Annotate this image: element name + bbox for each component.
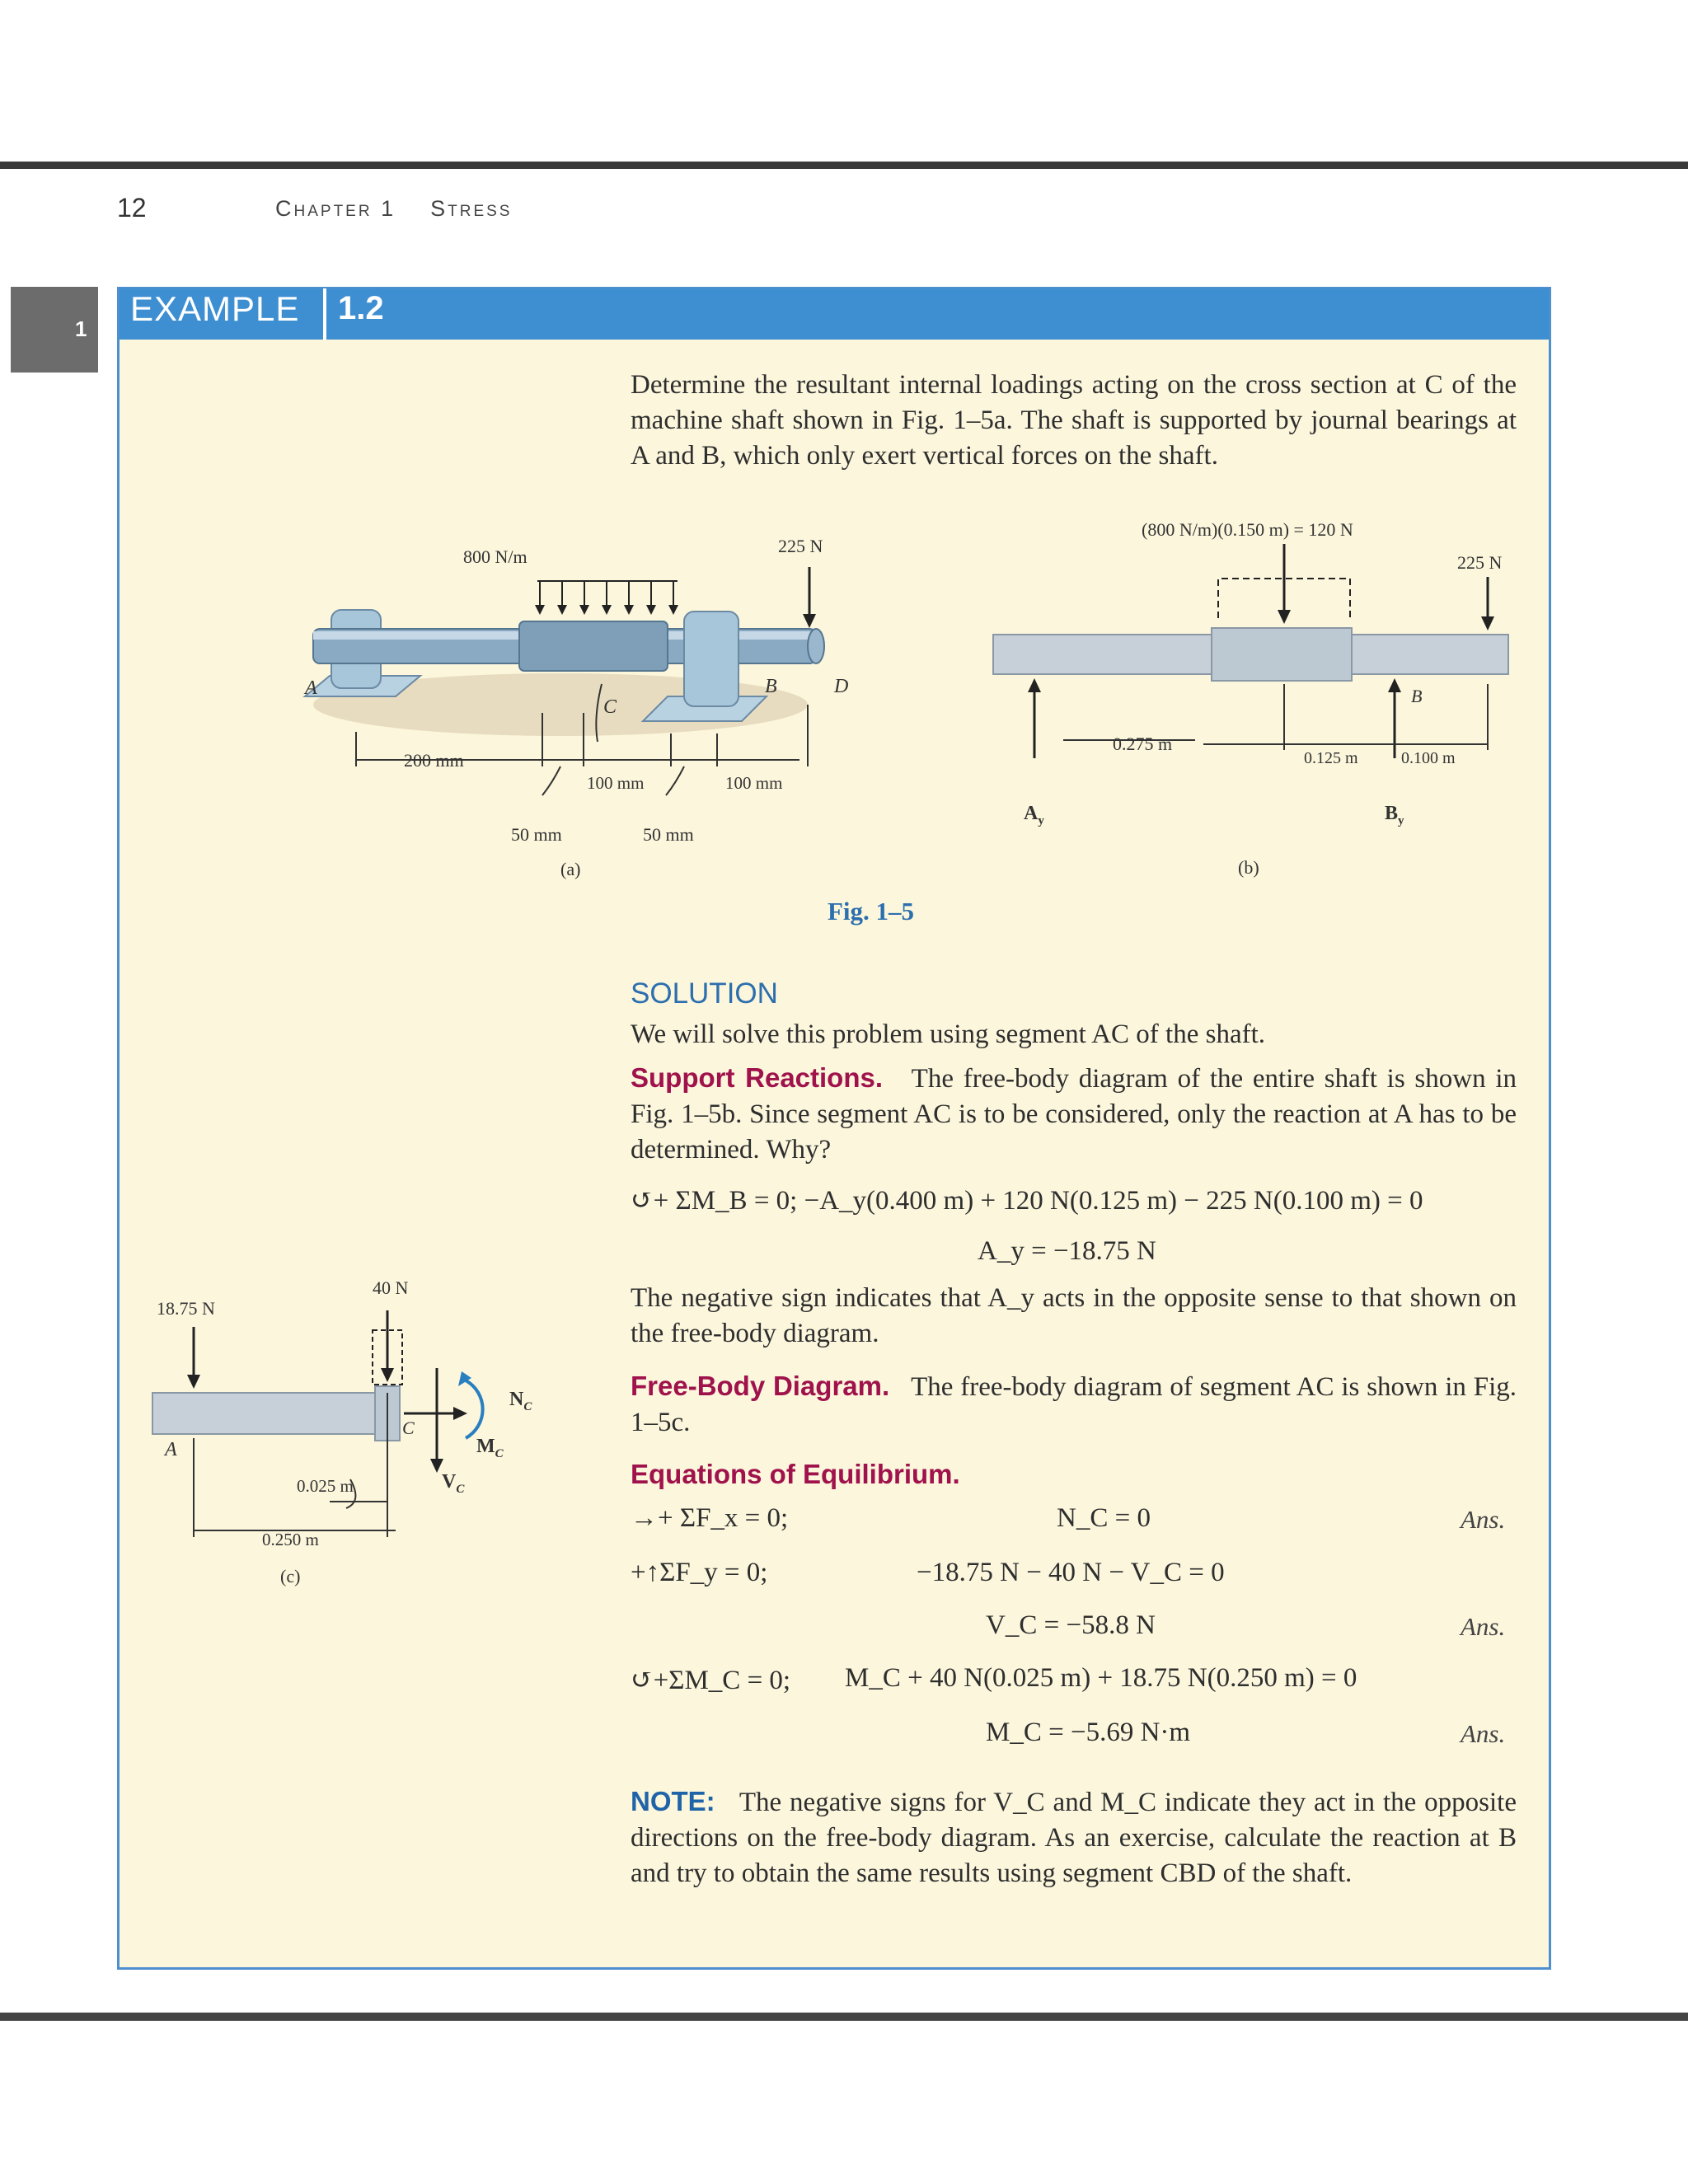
label-mc: $M_C$ <box>476 1436 504 1460</box>
label-100mm-a: 100 mm <box>587 773 645 793</box>
answer-1: Ans. <box>1461 1505 1506 1534</box>
label-0125: 0.125 m <box>1304 749 1358 767</box>
label-nc: $N_C$ <box>509 1389 532 1413</box>
eq2-left: +↑ΣF_y = 0; <box>631 1558 768 1587</box>
fbd-heading: Free-Body Diagram. <box>631 1371 890 1401</box>
label-point-c: C <box>603 696 617 718</box>
fbd-text: The free-body diagram of segment AC is shown in Fig. 1–5c. <box>631 1372 1517 1437</box>
label-50mm-a: 50 mm <box>511 824 562 845</box>
label-ay: $A_y$ <box>1024 803 1044 827</box>
figure-1-5a <box>280 519 874 898</box>
eq3-left: ↺+ΣM_C = 0; <box>631 1666 791 1695</box>
running-header <box>275 196 512 222</box>
label-point-d: D <box>834 676 849 697</box>
answer-3: Ans. <box>1461 1719 1506 1748</box>
label-1875: 18.75 N <box>157 1298 215 1319</box>
bearing-b-block <box>684 612 738 706</box>
eq3-right: M_C + 40 N(0.025 m) + 18.75 N(0.250 m) = 0 <box>845 1663 1357 1693</box>
equation-moment-b: ↺+ ΣM_B = 0; −A_y(0.400 m) + 120 N(0.125 m) − 225 N(0.100 m) = 0 <box>631 1186 1423 1216</box>
note-paragraph <box>631 1783 1517 1891</box>
label-vc: $V_C$ <box>442 1471 465 1496</box>
negative-sign-paragraph: The negative sign indicates that A_y acts in the opposite sense to that shown on the free-body diagram. <box>631 1283 1517 1348</box>
support-text: The free-body diagram of the entire shaft is shown in Fig. 1–5b. Since segment AC is to be considered, only the reaction at A has to be determined. Why? <box>631 1064 1517 1165</box>
sublabel-a: (a) <box>560 859 581 879</box>
label-point-c: C <box>402 1418 415 1438</box>
label-point-a: A <box>165 1439 177 1460</box>
label-100mm-b: 100 mm <box>725 773 783 793</box>
moment-arrow <box>466 1380 483 1438</box>
label-load: 800 N/m <box>463 546 528 567</box>
figure-1-5c <box>140 1261 569 1607</box>
bottom-rule <box>0 2013 1688 2021</box>
eq1-right: N_C = 0 <box>1057 1503 1151 1533</box>
fbd-paragraph <box>631 1368 1517 1441</box>
label-0275: 0.275 m <box>1113 733 1173 754</box>
eq2-right: −18.75 N − 40 N − V_C = 0 <box>917 1558 1225 1587</box>
segment-ac <box>152 1393 383 1434</box>
label-225n: 225 N <box>1457 552 1503 573</box>
example-label: EXAMPLE <box>130 289 300 328</box>
equation-ay: A_y = −18.75 N <box>978 1236 1156 1266</box>
equilibrium-heading: Equations of Equilibrium. <box>631 1459 960 1489</box>
chapter-tab: 1 <box>11 287 98 373</box>
label-resultant: (800 N/m)(0.150 m) = 120 N <box>1142 519 1353 540</box>
note-text: The negative signs for V_C and M_C indicate they act in the opposite directions on the free-body diagram. As an exercise, calculate the reaction at B and try to obtain the same results using segment CBD of the shaft. <box>631 1788 1517 1888</box>
sublabel-c: (c) <box>280 1566 301 1586</box>
chapter-label: Chapter 1 <box>275 196 396 221</box>
page-number: 12 <box>117 193 147 223</box>
solution-intro: We will solve this problem using segment AC of the shaft. <box>631 1019 1266 1049</box>
eq2-result: V_C = −58.8 N <box>986 1610 1156 1640</box>
shaft-collar <box>519 621 668 671</box>
label-point-a: A <box>305 677 317 699</box>
eq1-left: →+ ΣF_x = 0; <box>631 1503 789 1533</box>
sublabel-b: (b) <box>1238 857 1259 878</box>
label-225n: 225 N <box>778 536 823 556</box>
support-reactions-paragraph <box>631 1060 1517 1168</box>
top-rule <box>0 162 1688 169</box>
label-point-b: B <box>765 676 777 697</box>
shaft-right <box>1352 635 1508 674</box>
section-label: Stress <box>430 196 513 221</box>
solution-heading: SOLUTION <box>631 977 778 1010</box>
label-by: $B_y$ <box>1385 803 1404 827</box>
note-heading: NOTE: <box>631 1786 715 1816</box>
label-0100: 0.100 m <box>1401 749 1456 767</box>
figure-1-5b <box>981 511 1525 882</box>
label-0025: 0.025 m <box>297 1476 354 1496</box>
label-50mm-b: 50 mm <box>643 824 694 845</box>
example-header-bar <box>120 288 1549 340</box>
label-200mm: 200 mm <box>404 750 464 771</box>
shaft-collar <box>1212 628 1352 681</box>
problem-statement: Determine the resultant internal loadings acting on the cross section at C of the machine shaft shown in Fig. 1–5a. The shaft is supported by journal bearings at A and B, which only exert vertical forces on the shaft. <box>631 370 1517 471</box>
shaft-left <box>993 635 1224 674</box>
label-0250: 0.250 m <box>262 1530 319 1549</box>
answer-2: Ans. <box>1461 1612 1506 1641</box>
support-heading: Support Reactions. <box>631 1062 884 1093</box>
label-point-b: B <box>1411 686 1423 706</box>
figure-caption: Fig. 1–5 <box>828 897 915 926</box>
eq3-result: M_C = −5.69 N·m <box>986 1718 1191 1747</box>
label-40n: 40 N <box>373 1277 409 1298</box>
example-separator <box>323 288 326 340</box>
example-number: 1.2 <box>338 290 384 326</box>
